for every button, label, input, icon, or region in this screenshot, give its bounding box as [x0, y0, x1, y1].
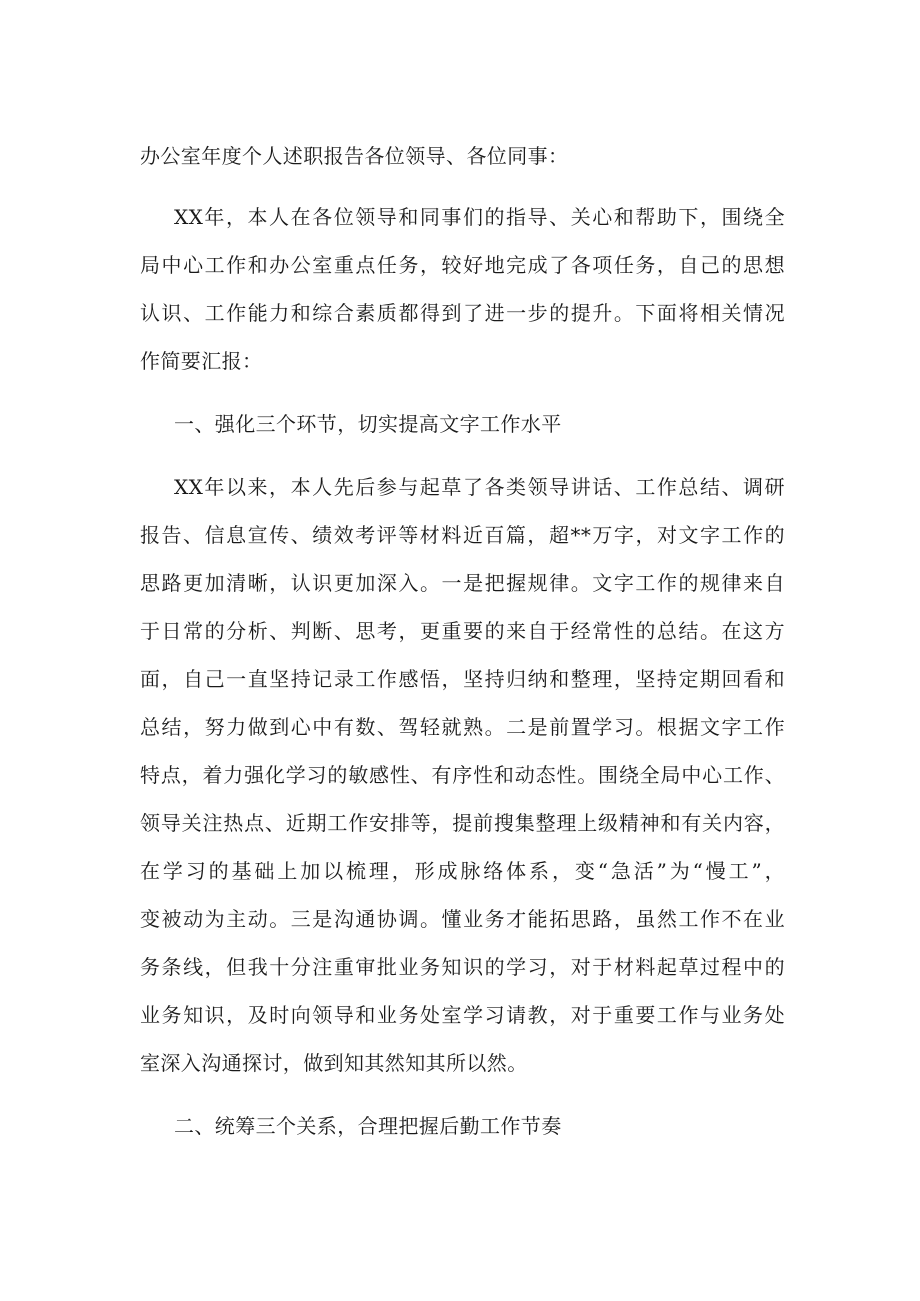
document-body: [140, 142, 785, 1175]
salutation: 办公室年度个人述职报告各位领导、各位同事：: [140, 144, 569, 168]
section-heading-2: 二、统筹三个关系，合理把握后勤工作节奏: [174, 1114, 562, 1138]
paragraph-line: 总结，努力做到心中有数、驾轻就熟。二是前置学习。根据文字工作: [140, 715, 785, 739]
paragraph-line: 室深入沟通探讨，做到知其然知其所以然。: [140, 1051, 528, 1075]
paragraph-line: 在学习的基础上加以梳理，形成脉络体系，变“急活”为“慢工”，: [140, 859, 785, 883]
paragraph-line: XX年，本人在各位领导和同事们的指导、关心和帮助下，围绕全: [174, 205, 785, 229]
paragraph-line: 变被动为主动。三是沟通协调。懂业务才能拓思路，虽然工作不在业: [140, 907, 785, 931]
paragraph-line: 业务知识，及时向领导和业务处室学习请教，对于重要工作与业务处: [140, 1003, 785, 1027]
paragraph-line: 局中心工作和办公室重点任务，较好地完成了各项任务，自己的思想: [140, 253, 785, 277]
paragraph-section-1: [140, 473, 785, 1077]
paragraph-line: 报告、信息宣传、绩效考评等材料近百篇，超**万字，对文字工作的: [140, 523, 785, 547]
section-heading-1: 一、强化三个环节，切实提高文字工作水平: [174, 412, 562, 436]
paragraph-line: 作简要汇报：: [140, 349, 263, 373]
paragraph-line: 面，自己一直坚持记录工作感悟，坚持归纳和整理，坚持定期回看和: [140, 667, 785, 691]
paragraph-line: 认识、工作能力和综合素质都得到了进一步的提升。下面将相关情况: [140, 301, 785, 325]
paragraph-line: 特点，着力强化学习的敏感性、有序性和动态性。围绕全局中心工作、: [140, 763, 785, 787]
paragraph-line: 于日常的分析、判断、思考，更重要的来自于经常性的总结。在这方: [140, 619, 785, 643]
paragraph-intro: [140, 203, 785, 375]
paragraph-line: XX年以来，本人先后参与起草了各类领导讲话、工作总结、调研: [174, 475, 785, 499]
paragraph-line: 领导关注热点、近期工作安排等，提前搜集整理上级精神和有关内容，: [140, 811, 785, 835]
paragraph-line: 务条线，但我十分注重审批业务知识的学习，对于材料起草过程中的: [140, 955, 785, 979]
paragraph-line: 思路更加清晰，认识更加深入。一是把握规律。文字工作的规律来自: [140, 571, 785, 595]
